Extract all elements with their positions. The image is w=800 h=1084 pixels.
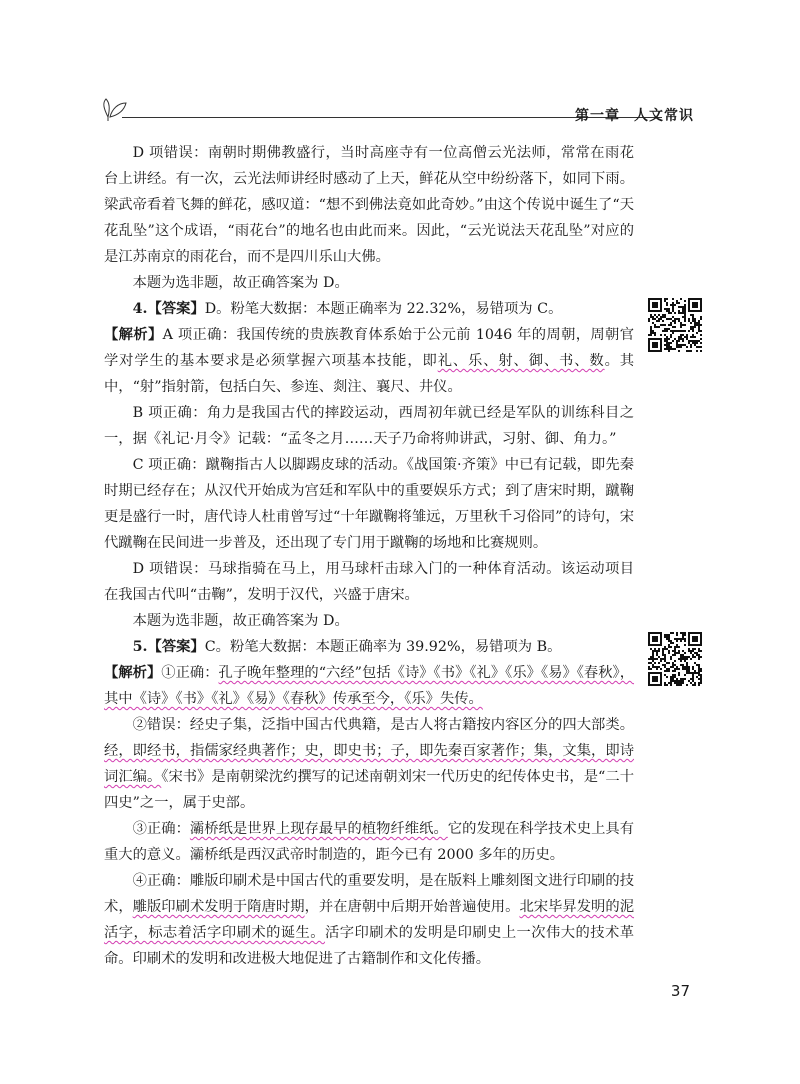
paragraph-text: ，并在唐朝中后期开始普遍使用。 <box>304 899 520 915</box>
analysis-label: 【解析】 <box>104 327 163 343</box>
analysis-paragraph <box>104 660 634 712</box>
main-content <box>104 140 634 972</box>
chapter-number: 第一章 <box>575 108 620 124</box>
paragraph-text: ④正确：雕版印刷术是中国古代的重要发明，是在版料上雕刻图文进行印刷的技术， <box>104 873 634 915</box>
highlighted-text: 经，即经书，指儒家经典著作；史，即史书；子，即先秦百家著作；集，文集，即诗词汇编。 <box>104 743 634 785</box>
paragraph-text: 活字印刷术的发明是印刷史上一次伟大的技术革命。印刷术的发明和改进极大地促进了古籍制作和文化传播。 <box>104 925 634 967</box>
paragraph: C 项正确：蹴鞠指古人以脚踢皮球的活动。《战国策·齐策》中已有记载，即先秦时期已经存在；从汉代开始成为宫廷和军队中的重要娱乐方式；到了唐宋时期，蹴鞠更是盛行一时，唐代诗人杜甫曾写过“十年蹴鞠将雏远，万里秋千习俗同”的诗句，宋代蹴鞠在民间进一步普及，还出现了专门用于蹴鞠的场地和比赛规则。 <box>104 457 634 551</box>
analysis-paragraph <box>104 322 634 400</box>
paragraph <box>104 816 634 868</box>
paragraph <box>104 712 634 816</box>
paragraph: 本题为选非题，故正确答案为 D。 <box>132 613 349 629</box>
page-number: 37 <box>670 982 690 1000</box>
analysis-text: 。其中，“射”指射箭，包括白矢、参连、剡注、襄尺、井仪。 <box>104 353 635 395</box>
analysis-text: A 项正确：我国传统的贵族教育体系始于公元前 1046 年的周朝，周朝官学对学生的基本要求是必须掌握六项基本技能，即 <box>104 327 635 369</box>
highlighted-text: 孔子晚年整理的“六经”包括《诗》《书》《礼》《乐》《易》《春秋》，其中《诗》《书》《礼》《易》《春秋》传承至今，《乐》失传。 <box>104 665 635 707</box>
chapter-name: 人文常识 <box>634 108 694 124</box>
paragraph <box>104 868 634 972</box>
answer-label: 4.【答案】 <box>132 301 205 317</box>
analysis-label: 【解析】 <box>104 665 162 681</box>
answer-text: D。粉笔大数据：本题正确率为 22.32%，易错项为 C。 <box>204 301 563 317</box>
highlighted-text: 北宋毕昇发明的泥活字，标志着活字印刷术的诞生。 <box>104 899 635 941</box>
paragraph-text: 《宋书》是南朝梁沈约撰写的记述南朝刘宋一代历史的纪传体史书，是“二十四史”之一，属于史部。 <box>104 769 635 811</box>
paragraph-text: 它的发现在科学技术史上具有重大的意义。灞桥纸是西汉武帝时制造的，距今已有 2000 多年的历史。 <box>104 821 635 863</box>
analysis-text: ①正确： <box>161 665 219 681</box>
qr-code-icon[interactable] <box>648 632 702 686</box>
paragraph: 本题为选非题，故正确答案为 D。 <box>132 275 349 291</box>
paragraph-text: ②错误：经史子集，泛指中国古代典籍，是古人将古籍按内容区分的四大部类。 <box>132 717 634 733</box>
paragraph: D 项错误：南朝时期佛教盛行，当时高座寺有一位高僧云光法师，常常在雨花台上讲经。有一次，云光法师讲经时感动了上天，鲜花从空中纷纷落下，如同下雨。梁武帝看着飞舞的鲜花，感叹道：“想不到佛法竟如此奇妙。”由这个传说中诞生了“天花乱坠”这个成语，“雨花台”的地名也由此而来。因此，“云光说法天花乱坠”对应的是江苏南京的雨花台，而不是四川乐山大佛。 <box>104 145 634 265</box>
paragraph: D 项错误：马球指骑在马上，用马球杆击球入门的一种体育活动。该运动项目在我国古代叫“击鞠”，发明于汉代，兴盛于唐宋。 <box>104 561 634 603</box>
answer-line-4 <box>104 296 634 322</box>
chapter-heading <box>575 105 694 125</box>
paragraph: B 项正确：角力是我国古代的摔跤运动，西周初年就已经是军队的训练科目之一，据《礼记·月令》记载：“孟冬之月……天子乃命将帅讲武，习射、御、角力。” <box>104 405 634 447</box>
page-header <box>100 95 700 125</box>
paragraph-text: ③正确： <box>132 821 190 837</box>
highlighted-text: 雕版印刷术发明于隋唐时期 <box>132 899 305 915</box>
answer-text: C。粉笔大数据：本题正确率为 39.92%，易错项为 B。 <box>204 639 562 655</box>
qr-code-icon[interactable] <box>648 298 702 352</box>
highlighted-text: 灞桥纸是世界上现存最早的植物纤维纸。 <box>189 821 448 837</box>
answer-label: 5.【答案】 <box>132 639 205 655</box>
answer-line-5 <box>104 634 634 660</box>
highlighted-text: 礼、乐、射、御、书、数 <box>437 353 605 369</box>
